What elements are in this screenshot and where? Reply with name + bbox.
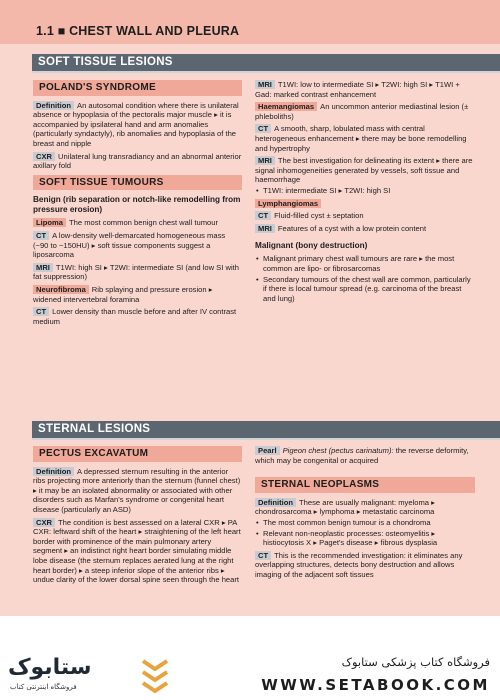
neoplasms-ct (255, 551, 475, 580)
chapter-title: 1.1 ■ CHEST WALL AND PLEURA (36, 24, 240, 38)
lipoma-text: The most common benign chest wall tumour (69, 218, 219, 228)
pectus-heading: PECTUS EXCAVATUM (33, 446, 242, 462)
mri-tag: MRI (255, 80, 275, 89)
lipoma-entry (33, 218, 242, 228)
cxr-text: The condition is best assessed on a lateral CXR ▸ PA CXR: leftward shift of the heart ▸ straightening of the left heart border with prominence of the main pulmonary artery segment ▸ an indistinct right heart border simulating middle lobe disease (the sternum replaces aerated lung at the right heart border) ▸ a steep inferior slope of the anterior ribs ▸ undue clarity of the lower dorsal spine seen through the heart (33, 517, 241, 585)
right-column-bottom (255, 446, 475, 583)
logo-subtitle: فروشگاه اینترنتی کتاب (10, 683, 77, 691)
list-item: • T1WI: intermediate SI ▸ T2WI: high SI (263, 186, 475, 196)
lipoma-tag: Lipoma (33, 218, 66, 227)
pearl-text: the reverse deformity, which may be congenital or acquired (255, 446, 469, 465)
haemangioma-ct (255, 124, 475, 153)
haemangioma-tag: Haemangiomas (255, 102, 317, 111)
band-title: STERNAL LESIONS (38, 423, 151, 435)
list-item: • Malignant primary chest wall tumours are rare ▸ the most common are lipo- or fibrosarcomas (263, 254, 475, 273)
list-item: • Secondary tumours of the chest wall are common, particularly if there is local tumour spread (e.g. carcinoma of the breast and lung) (263, 275, 475, 304)
store-url[interactable]: WWW.SETABOOK.COM (261, 676, 490, 694)
neurofibroma-mri (255, 80, 475, 99)
haemangioma-text: An uncommon anterior mediastinal lesion (± phleboliths) (255, 102, 469, 121)
pectus-definition (33, 467, 242, 515)
lymphangioma-mri (255, 224, 475, 234)
lipoma-ct (33, 231, 242, 260)
store-name: فروشگاه کتاب پزشکی ستابوک (341, 655, 490, 669)
definition-tag: Definition (33, 467, 74, 476)
ct-tag: CT (33, 231, 49, 240)
chevron-logo-icon (140, 655, 170, 695)
definition-text: These are usually malignant: myeloma ▸ chondrosarcoma ▸ lymphoma ▸ metastatic carcinoma (255, 497, 435, 517)
neoplasms-heading: STERNAL NEOPLASMS (255, 477, 475, 493)
neoplasms-ct-text: This is the recommended investigation: it eliminates any overlapping structures, detects bony destruction and allows imaging of the adjacent soft tissues (255, 550, 463, 579)
lymphangioma-ct-text: Fluid-filled cyst ± septation (274, 211, 364, 221)
lymphangioma-ct (255, 211, 475, 221)
neurofibroma-entry (33, 285, 242, 304)
neurofibroma-ct-text: Lower density than muscle before and after IV contrast medium (33, 307, 237, 326)
section-band-soft-tissue (32, 54, 500, 73)
pearl-tag: Pearl (255, 446, 280, 455)
ct-tag: CT (255, 551, 271, 560)
band-title: SOFT TISSUE LESIONS (38, 56, 173, 68)
neurofibroma-text: Rib splaying and pressure erosion ▸ widened intervertebral foramina (33, 284, 213, 304)
poland-heading: POLAND'S SYNDROME (33, 80, 242, 96)
haemangioma-entry (255, 102, 475, 121)
haemangioma-mri-text: The best investigation for delineating its extent ▸ there are signal inhomogeneities generated by vessels, soft tissue and haemorrhage (255, 156, 473, 185)
section-band-sternal (32, 421, 500, 440)
ct-tag: CT (33, 307, 49, 316)
definition-tag: Definition (33, 101, 74, 110)
definition-text: A depressed sternum resulting in the anterior ribs projecting more anteriorly than the sternum (funnel chest) ▸ it may be an isolated abnormality or associated with other disorders such as Marfan's syndrome or congenital heart disease (particularly an ASD) (33, 466, 241, 514)
left-column-bottom (33, 446, 242, 588)
cxr-tag: CXR (33, 152, 55, 161)
haemangioma-mri-list (255, 186, 475, 196)
lymphangioma-entry (255, 199, 475, 209)
neurofibroma-ct (33, 307, 242, 326)
ct-tag: CT (255, 124, 271, 133)
left-column-top (33, 80, 242, 329)
lipoma-mri-text: T1WI: high SI ▸ T2WI: intermediate SI (and low SI with fat suppression) (33, 262, 239, 282)
page-header (0, 0, 500, 44)
list-item: • Relevant non-neoplastic processes: osteomyelitis ▸ histiocytosis X ▸ Paget's disease ▸ fibrous dysplasia (263, 529, 475, 548)
definition-text: An autosomal condition where there is unilateral absence or hypoplasia of the pectoralis major muscle ▸ it is accompanied by ipsilateral hand and arm anomalies (particularly syndactyly), rib anomalies and hypoplasia of the breast and nipple (33, 100, 239, 148)
pearl-entry (255, 446, 475, 465)
mri-tag: MRI (255, 156, 275, 165)
poland-cxr (33, 152, 242, 171)
logo-wordmark: ستابوک (8, 655, 92, 680)
right-column-top (255, 80, 475, 306)
list-item: • The most common benign tumour is a chondroma (263, 518, 475, 528)
mri-tag: MRI (33, 263, 53, 272)
malignant-list (255, 254, 475, 303)
haemangioma-ct-text: A smooth, sharp, lobulated mass with central heterogeneous enhancement ▸ there may be bone remodelling and hypertrophy (255, 124, 467, 153)
tumours-heading: SOFT TISSUE TUMOURS (33, 175, 242, 191)
cxr-tag: CXR (33, 518, 55, 527)
cxr-text: Unilateral lung transradiancy and an abnormal anterior axillary fold (33, 151, 242, 171)
haemangioma-mri (255, 156, 475, 185)
neoplasms-list (255, 518, 475, 548)
neurofibroma-tag: Neurofibroma (33, 285, 89, 294)
definition-tag: Definition (255, 498, 296, 507)
benign-heading: Benign (rib separation or notch-like remodelling from pressure erosion) (33, 195, 241, 215)
lipoma-ct-text: A low-density well-demarcated homogeneous mass (−90 to −150HU) ▸ soft tissue components suggest a liposarcoma (33, 230, 226, 260)
neurofibroma-mri-text: T1WI: low to intermediate SI ▸ T2WI: high SI ▸ T1WI + Gad: marked contrast enhancement (255, 80, 460, 99)
lipoma-mri (33, 263, 242, 282)
malignant-heading: Malignant (bony destruction) (255, 241, 368, 251)
ct-tag: CT (255, 211, 271, 220)
pearl-italic: Pigeon chest (pectus carinatum): (282, 446, 394, 455)
mri-tag: MRI (255, 224, 275, 233)
pectus-cxr (33, 518, 242, 585)
store-logo (8, 655, 92, 695)
lymphangioma-tag: Lymphangiomas (255, 199, 321, 208)
poland-definition (33, 101, 242, 149)
neoplasms-definition (255, 498, 475, 517)
lymphangioma-mri-text: Features of a cyst with a low protein content (277, 223, 427, 233)
